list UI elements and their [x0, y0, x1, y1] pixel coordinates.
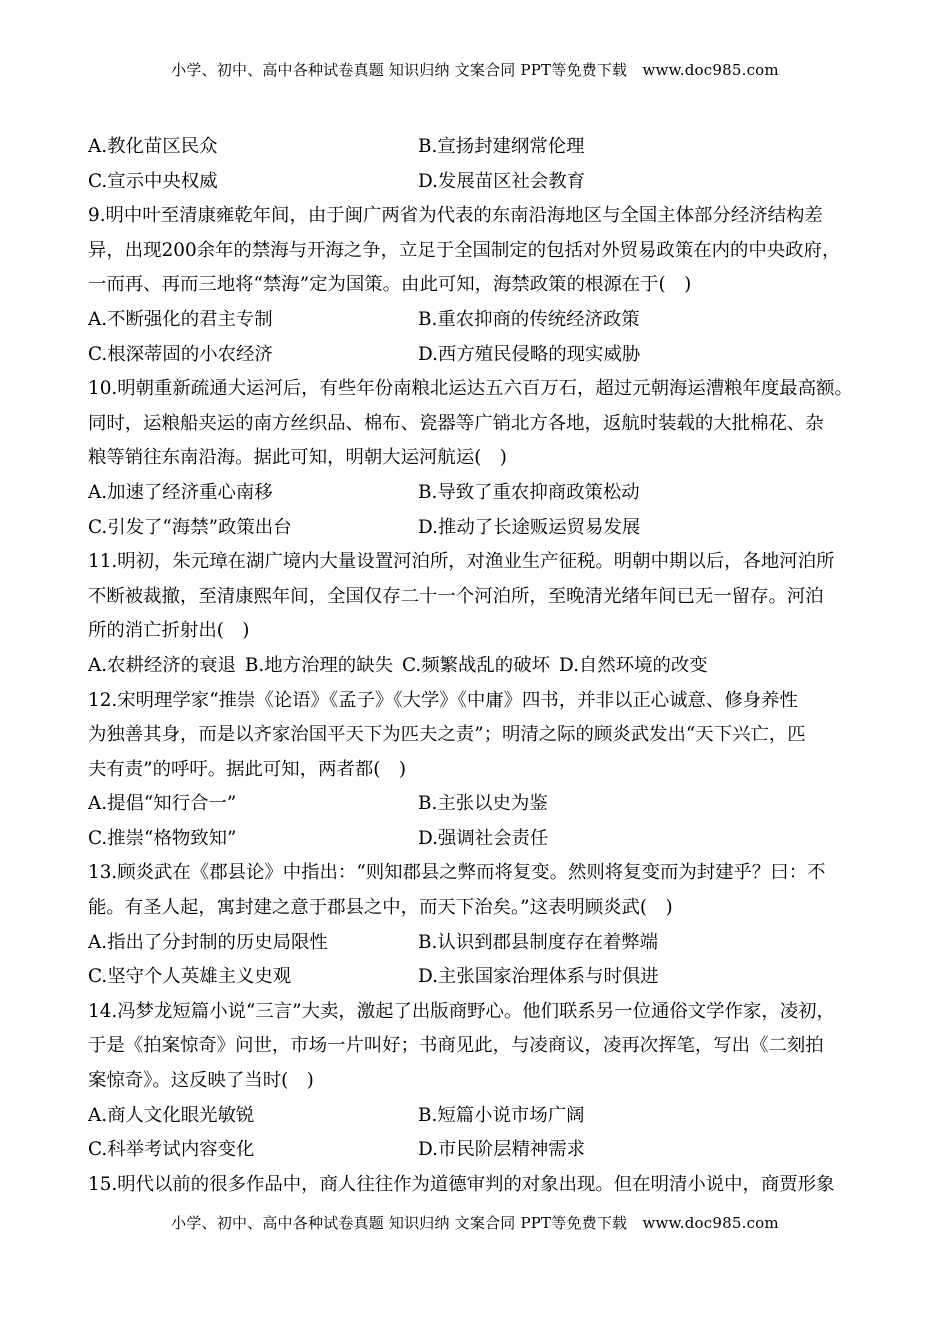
q14-option-b: B.短篇小说市场广阔	[418, 1104, 585, 1126]
q9-option-c: C.根深蒂固的小农经济	[88, 343, 273, 365]
q14-options-row-1	[88, 1099, 868, 1134]
q10-option-d: D.推动了长途贩运贸易发展	[418, 516, 641, 538]
q12-stem-line: 为独善其身，而是以齐家治国平天下为匹夫之责”；明清之际的顾炎武发出“天下兴亡，匹	[88, 724, 806, 746]
q12-options-row-2	[88, 822, 868, 857]
q12-option-b: B.主张以史为鉴	[418, 793, 548, 815]
q13-option-a: A.指出了分封制的历史局限性	[88, 931, 328, 953]
q12-stem-line: 夫有责”的呼吁。据此可知，两者都( )	[88, 758, 407, 780]
q9-options-row-2	[88, 338, 868, 373]
q12-option-d: D.强调社会责任	[418, 827, 549, 849]
q8-option-c: C.宣示中央权威	[88, 170, 218, 192]
q9-stem-line: 异，出现200余年的禁海与开海之争，立足于全国制定的包括对外贸易政策在内的中央政府，	[88, 239, 841, 261]
page-footer: 小学、初中、高中各种试卷真题 知识归纳 文案合同 PPT等免费下载 www.doc985.com	[171, 1214, 779, 1232]
exam-content	[88, 130, 868, 1202]
q9-option-a: A.不断强化的君主专制	[88, 308, 273, 330]
q13-stem-line: 能。有圣人起，寓封建之意于郡县之中，而天下治矣。”这表明顾炎武( )	[88, 897, 673, 919]
q8-option-d: D.发展苗区社会教育	[418, 170, 586, 192]
q14-stem-line: 于是《拍案惊奇》问世，市场一片叫好；书商见此，与凌商议，凌再次挥笔，写出《二刻拍	[88, 1035, 824, 1057]
q13-options-row-2	[88, 960, 868, 995]
q12-options-row-1	[88, 787, 868, 822]
q12-option-c: C.推崇“格物致知”	[88, 827, 237, 849]
q15-stem-line: 15.明代以前的很多作品中，商人往往作为道德审判的对象出现。但在明清小说中，商贾形象	[88, 1173, 835, 1195]
q10-options-row-2	[88, 511, 868, 546]
q8-options-row-1	[88, 130, 868, 165]
q12-option-a: A.提倡“知行合一”	[88, 793, 237, 815]
q13-option-c: C.坚守个人英雄主义史观	[88, 966, 292, 988]
q13-stem-line: 13.顾炎武在《郡县论》中指出：“则知郡县之弊而将复变。然则将复变而为封建乎？曰：不	[88, 862, 826, 884]
q14-options-row-2	[88, 1133, 868, 1168]
q10-option-c: C.引发了“海禁”政策出台	[88, 516, 292, 538]
q10-option-a: A.加速了经济重心南移	[88, 481, 273, 503]
q10-options-row-1	[88, 476, 868, 511]
page-header: 小学、初中、高中各种试卷真题 知识归纳 文案合同 PPT等免费下载 www.doc985.com	[171, 61, 779, 79]
q10-option-b: B.导致了重农抑商政策松动	[418, 481, 640, 503]
q14-stem-line: 案惊奇》。这反映了当时( )	[88, 1070, 314, 1092]
q9-option-b: B.重农抑商的传统经济政策	[418, 308, 640, 330]
q11-stem-line: 11.明初，朱元璋在湖广境内大量设置河泊所，对渔业生产征税。明朝中期以后，各地河泊所	[88, 551, 835, 573]
q11-options-row	[88, 649, 868, 684]
q11-option-b: B.地方治理的缺失	[244, 654, 393, 676]
q10-stem-line: 10.明朝重新疏通大运河后，有些年份南粮北运达五六百万石，超过元朝海运漕粮年度最高额。	[88, 378, 853, 400]
q10-stem-line: 粮等销往东南沿海。据此可知，明朝大运河航运( )	[88, 447, 507, 469]
q14-stem-line: 14.冯梦龙短篇小说“三言”大卖，激起了出版商野心。他们联系另一位通俗文学作家，凌初，	[88, 1000, 835, 1022]
q11-option-c: C.频繁战乱的破坏	[401, 654, 550, 676]
q12-stem-line: 12.宋明理学家“推崇《论语》《孟子》《大学》《中庸》四书，并非以正心诚意、修身养性	[88, 689, 798, 711]
q13-option-d: D.主张国家治理体系与时俱进	[418, 966, 659, 988]
q11-stem-line: 所的消亡折射出( )	[88, 620, 250, 642]
q14-option-d: D.市民阶层精神需求	[418, 1139, 586, 1161]
q14-option-a: A.商人文化眼光敏锐	[88, 1104, 255, 1126]
q9-stem-line: 9.明中叶至清康雍乾年间，由于闽广两省为代表的东南沿海地区与全国主体部分经济结构差	[88, 205, 823, 227]
q11-stem-line: 不断被裁撤，至清康熙年间，全国仅存二十一个河泊所，至晚清光绪年间已无一留存。河泊	[88, 585, 824, 607]
q8-option-b: B.宣扬封建纲常伦理	[418, 136, 585, 157]
q9-option-d: D.西方殖民侵略的现实威胁	[418, 343, 641, 365]
q13-options-row-1	[88, 926, 868, 961]
q9-options-row-1	[88, 303, 868, 338]
q8-option-a: A.教化苗区民众	[88, 136, 218, 157]
q13-option-b: B.认识到郡县制度存在着弊端	[418, 931, 659, 953]
q14-option-c: C.科举考试内容变化	[88, 1139, 255, 1161]
q8-options-row-2	[88, 165, 868, 200]
q11-option-a: A.农耕经济的衰退	[88, 654, 236, 676]
q9-stem-line: 一而再、再而三地将“禁海”定为国策。由此可知，海禁政策的根源在于( )	[88, 274, 692, 296]
q11-option-d: D.自然环境的改变	[558, 654, 708, 676]
q10-stem-line: 同时，运粮船夹运的南方丝织品、棉布、瓷器等广销北方各地，返航时装载的大批棉花、杂	[88, 412, 824, 434]
